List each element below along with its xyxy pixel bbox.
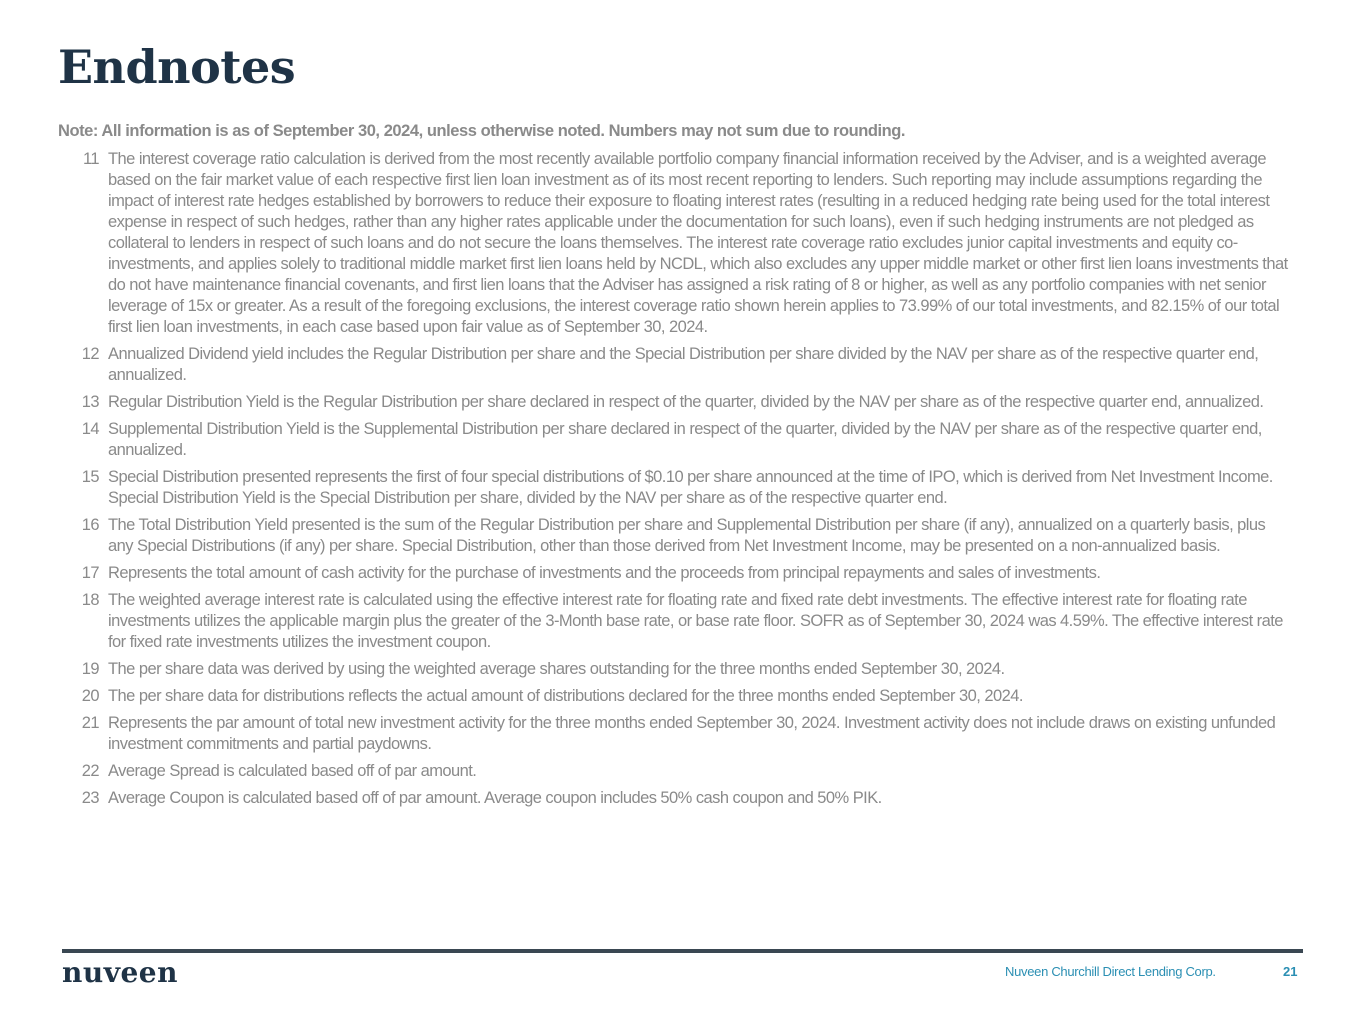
endnote-number: 22 bbox=[81, 762, 99, 780]
endnote-item bbox=[58, 563, 1293, 584]
endnote-item bbox=[58, 467, 1293, 509]
endnote-text: Average Coupon is calculated based off of par amount. Average coupon includes 50% cash coupon and 50% PIK. bbox=[108, 789, 882, 807]
endnote-number: 23 bbox=[81, 789, 99, 807]
page-number: 21 bbox=[1283, 964, 1298, 979]
footer-divider bbox=[62, 949, 1303, 953]
endnote-item bbox=[58, 419, 1293, 461]
endnote-item bbox=[58, 392, 1293, 413]
endnote-text: The per share data for distributions reflects the actual amount of distributions declared for the three months ended September 30, 2024. bbox=[108, 687, 1023, 705]
endnote-text: The per share data was derived by using the weighted average shares outstanding for the three months ended September 30, 2024. bbox=[108, 660, 1005, 678]
endnote-text: Annualized Dividend yield includes the Regular Distribution per share and the Special Distribution per share divided by the NAV per share as of the respective quarter end, annualized. bbox=[108, 345, 1259, 384]
endnote-number: 16 bbox=[81, 516, 99, 534]
endnote-text: The Total Distribution Yield presented is the sum of the Regular Distribution per share and Supplemental Distribution per share (if any), annualized on a quarterly basis, plus any Special Distributions (if any) per share. Special Distribution, other than those derived from Net Investment Income, may be presented on a non-annualized basis. bbox=[108, 516, 1266, 555]
endnote-number: 18 bbox=[81, 591, 99, 609]
endnote-text: Regular Distribution Yield is the Regular Distribution per share declared in respect of the quarter, divided by the NAV per share as of the respective quarter end, annualized. bbox=[108, 393, 1264, 411]
endnote-text: Special Distribution presented represents the first of four special distributions of $0.10 per share announced at the time of IPO, which is derived from Net Investment Income. Special Distribution Yield is the Special Distribution per share, divided by the NAV per share as of the respective quarter end. bbox=[108, 468, 1273, 507]
endnote-number: 12 bbox=[81, 345, 99, 363]
endnote-number: 11 bbox=[82, 150, 99, 168]
endnote-item bbox=[58, 344, 1293, 386]
endnote-item bbox=[58, 761, 1293, 782]
endnote-text: Represents the par amount of total new investment activity for the three months ended September 30, 2024. Investment activity does not include draws on existing unfunded investment commitments and partial paydowns. bbox=[108, 714, 1276, 753]
endnote-item bbox=[58, 686, 1293, 707]
nuveen-logo: nuveen bbox=[62, 956, 178, 989]
endnote-item bbox=[58, 713, 1293, 755]
endnote-item bbox=[58, 515, 1293, 557]
endnote-number: 21 bbox=[81, 714, 99, 732]
page-title: Endnotes bbox=[58, 40, 296, 94]
endnote-number: 17 bbox=[81, 564, 99, 582]
endnote-text: The weighted average interest rate is calculated using the effective interest rate for floating rate and fixed rate debt investments. The effective interest rate for floating rate investments utilizes the applicable margin plus the greater of the 3-Month base rate, or base rate floor. SOFR as of September 30, 2024 was 4.59%. The effective interest rate for fixed rate investments utilizes the investment coupon. bbox=[108, 591, 1283, 651]
endnote-number: 13 bbox=[81, 393, 99, 411]
endnote-item bbox=[58, 590, 1293, 653]
note: Note: All information is as of September 30, 2024, unless otherwise noted. Numbers may not sum due to rounding. bbox=[58, 122, 906, 140]
endnote-item bbox=[58, 788, 1293, 809]
endnote-number: 15 bbox=[81, 468, 99, 486]
footer-company-name: Nuveen Churchill Direct Lending Corp. bbox=[1005, 964, 1216, 979]
endnote-number: 14 bbox=[81, 420, 99, 438]
endnote-text: Supplemental Distribution Yield is the Supplemental Distribution per share declared in respect of the quarter, divided by the NAV per share as of the respective quarter end, annualized. bbox=[108, 420, 1262, 459]
endnote-number: 20 bbox=[81, 687, 99, 705]
endnote-item bbox=[58, 149, 1293, 338]
endnote-text: Average Spread is calculated based off of par amount. bbox=[108, 762, 477, 780]
endnote-item bbox=[58, 659, 1293, 680]
endnotes-list bbox=[58, 149, 1293, 815]
endnote-text: The interest coverage ratio calculation is derived from the most recently available portfolio company financial information received by the Adviser, and is a weighted average based on the fair market value of each respective first lien loan investment as of its most recent reporting to lenders. Such reporting may include assumptions regarding the impact of interest rate hedges established by borrowers to reduce their exposure to floating interest rates (resulting in a reduced hedging rate being used for the total interest expense in respect of such hedges, rather than any higher rates applicable under the documentation for such loans), even if such hedging instruments are not pledged as collateral to lenders in respect of such loans and do not secure the loans themselves. The interest rate coverage ratio excludes junior capital investments and equity co-investments, and applies solely to traditional middle market first lien loans held by NCDL, which also excludes any upper middle market or other first lien loans investments that do not have maintenance financial covenants, and first lien loans that the Adviser has assigned a risk rating of 8 or higher, as well as any portfolio companies with net senior leverage of 15x or greater. As a result of the foregoing exclusions, the interest coverage ratio shown herein applies to 73.99% of our total investments, and 82.15% of our total first lien loan investments, in each case based upon fair value as of September 30, 2024. bbox=[108, 150, 1288, 336]
endnote-text: Represents the total amount of cash activity for the purchase of investments and the proceeds from principal repayments and sales of investments. bbox=[108, 564, 1101, 582]
endnote-number: 19 bbox=[81, 660, 99, 678]
